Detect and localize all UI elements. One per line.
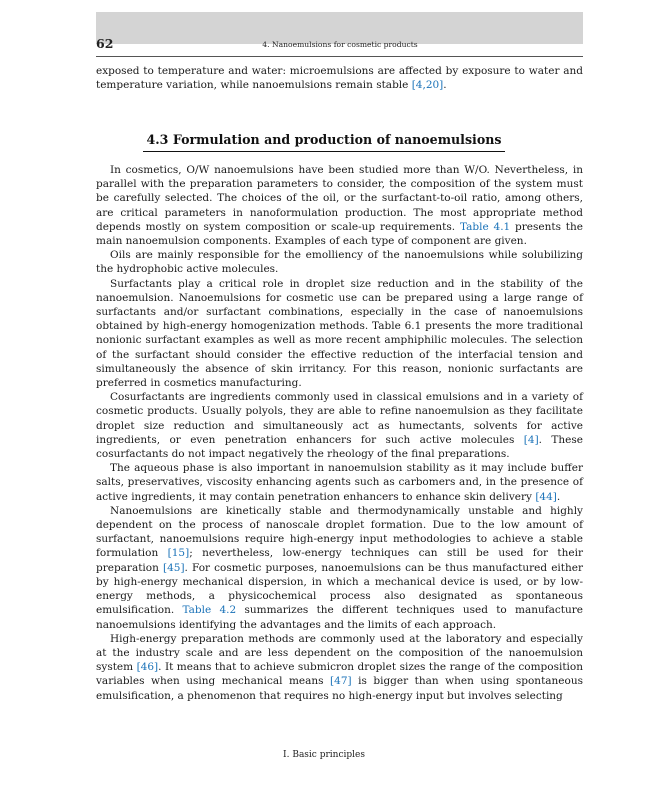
paragraph: Surfactants play a critical role in droplet size reduction and in the stability of the nanoemulsion. Nanoemulsions for cosmetic use can be prepared using a large range of surfactants and/or surfactant combinations, especially in the case of nanoemulsions obtained by high-energy homogenization methods. Table 6.1 presents the more traditional nonionic surfactant examples as well as more recent amphiphilic molecules. The selection of the surfactant should consider the effective reduction of the interfacial tension and simultaneously the absence of skin irritancy. For this reason, nonionic surfactants are preferred in cosmetics manufacturing. <box>96 277 583 390</box>
table-link[interactable]: Table 4.2 <box>182 604 237 617</box>
citation-link[interactable]: [4] <box>523 433 539 446</box>
citation-link[interactable]: [46] <box>136 661 159 674</box>
paragraph: exposed to temperature and water: microemulsions are affected by exposure to water and temperature variation, while nanoemulsions remain stable [4,20]. <box>96 65 583 92</box>
paragraph: The aqueous phase is also important in nanoemulsion stability as it may include buffer salts, preservatives, viscosity enhancing agents such as carbomers and, in the presence of active ingredients, it may contain penetration enhancers to enhance skin delivery [44]. <box>96 462 583 503</box>
running-head: 4. Nanoemulsions for cosmetic products <box>262 40 418 49</box>
section-heading <box>0 132 648 152</box>
citation-link[interactable]: [15] <box>167 547 190 560</box>
citation-link[interactable]: [44] <box>535 490 557 503</box>
table-link[interactable]: Table 4.1 <box>459 220 511 233</box>
paragraph: In cosmetics, O/W nanoemulsions have been studied more than W/O. Nevertheless, in parallel with the preparation parameters to consider, the composition of the system must be carefully selected. The choices of the oil, or the surfactant-to-oil ratio, among others, are critical parameters in nanoformulation production. The most appropriate method depends mostly on system composition or scale-up requirements. Table 4.1 presents the main nanoemulsion components. Examples of each type of component are given. <box>96 164 583 248</box>
header-rule <box>96 56 583 57</box>
section-title: Formulation and production of nanoemulsions <box>172 132 502 147</box>
section-number: 4.3 <box>146 132 169 147</box>
paragraph: High-energy preparation methods are commonly used at the laboratory and especially at the industry scale and are less dependent on the composition of the nanoemulsion system [46]. It means that to achieve submicron droplet sizes the range of the composition variables when using mechanical means [47] is bigger than when using spontaneous emulsification, a phenomenon that requires no high-energy input but involves selecting <box>96 632 583 702</box>
body-text <box>96 163 583 703</box>
page-number: 62 <box>96 36 114 51</box>
footer-part-title: I. Basic principles <box>283 750 365 760</box>
lead-paragraph <box>96 64 583 92</box>
citation-link[interactable]: [45] <box>162 561 185 574</box>
citation-link[interactable]: [47] <box>330 675 352 688</box>
paragraph: Nanoemulsions are kinetically stable and thermodynamically unstable and highly dependent on the process of nanoscale droplet formation. Due to the low amount of surfactant, nanoemulsions require high-energy input methodologies to achieve a stable formulation [15]; nevertheless, low-energy techniques can still be used for their preparation [45]. For cosmetic purposes, nanoemulsions can be thus manufactured either by high-energy mechanical dispersion, in which a mechanical device is used, or by low-energy methods, a physicochemical process also designated as spontaneous emulsification. Table 4.2 summarizes the different techniques used to manufacture nanoemulsions identifying the advantages and the limits of each approach. <box>96 504 583 631</box>
paragraph: Cosurfactants are ingredients commonly used in classical emulsions and in a variety of cosmetic products. Usually polyols, they are able to refine nanoemulsion as they facilitate droplet size reduction and simultaneously act as humectants, solvents for active ingredients, or even penetration enhancers for such active molecules [4]. These cosurfactants do not impact negatively the rheology of the final preparations. <box>96 391 583 461</box>
citation-link[interactable]: [4,20] <box>411 79 444 92</box>
paragraph: Oils are mainly responsible for the emolliency of the nanoemulsions while solubilizing the hydrophobic active molecules. <box>96 249 583 276</box>
